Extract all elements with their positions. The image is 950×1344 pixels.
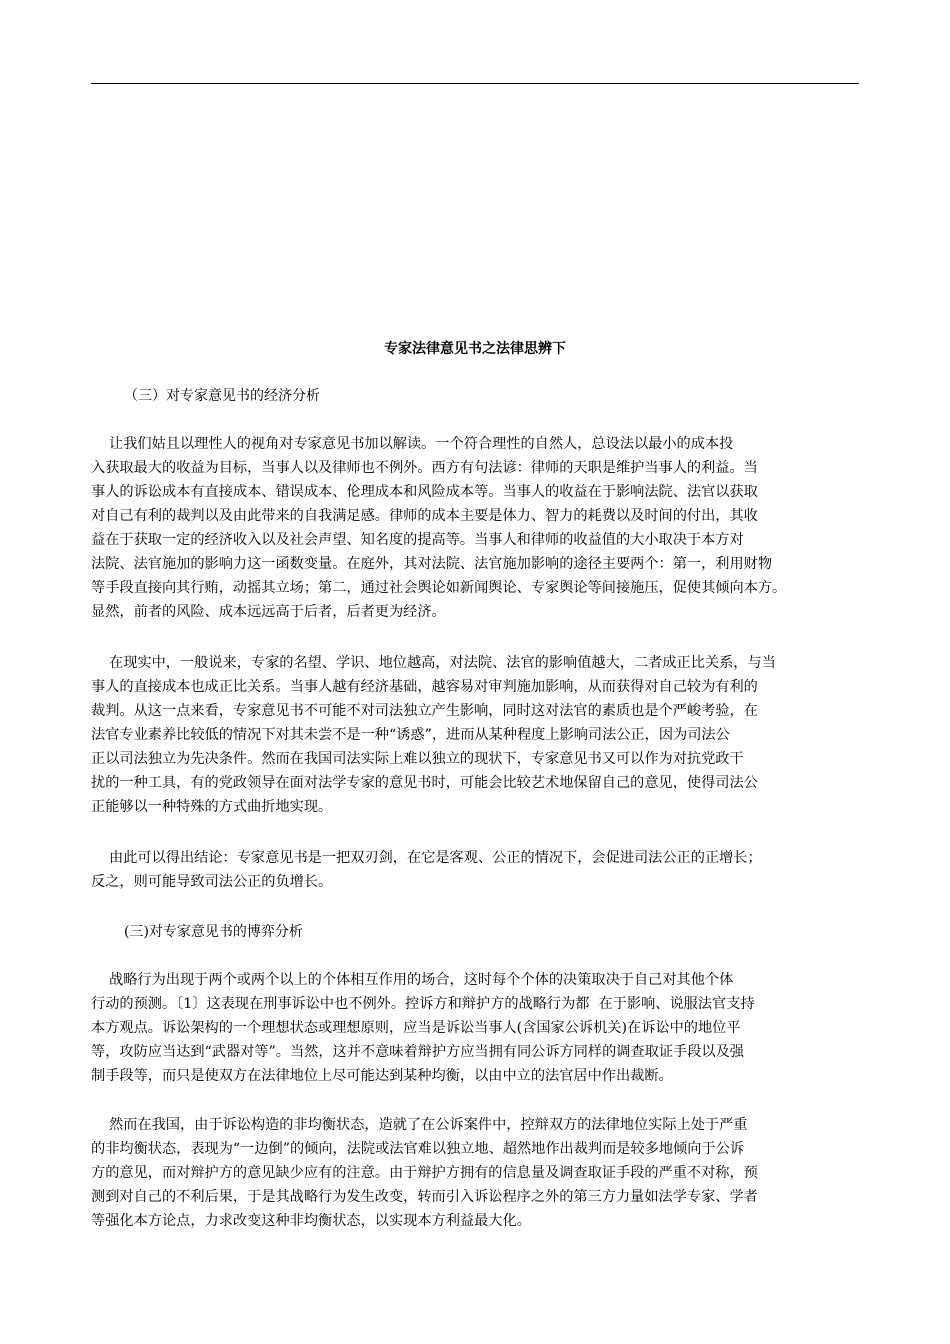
document-title: 专家法律意见书之法律思辨下	[384, 341, 566, 357]
paragraph-line: 等强化本方论点，力求改变这种非均衡状态，以实现本方利益最大化。	[91, 1213, 531, 1229]
paragraph-line: 对自己有利的裁判以及由此带来的自我满足感。律师的成本主要是体力、智力的耗费以及时间的付出，其收	[91, 508, 758, 524]
paragraph-line: 然而在我国，由于诉讼构造的非均衡状态，造就了在公诉案件中，控辩双方的法律地位实际上处于严重	[91, 1117, 748, 1133]
paragraph-line: 益在于获取一定的经济收入以及社会声望、知名度的提高等。当事人和律师的收益值的大小取决于本方对	[91, 532, 744, 548]
paragraph-line: 在现实中，一般说来，专家的名望、学识、地位越高，对法院、法官的影响值越大，二者成正比关系，与当	[91, 655, 776, 671]
paragraph	[91, 432, 871, 624]
paragraph-line: 让我们姑且以理性人的视角对专家意见书加以解读。一个符合理性的自然人，总设法以最小的成本投	[91, 436, 734, 452]
header-rule	[91, 83, 859, 84]
section-heading-economic: （三）对专家意见书的经济分析	[124, 388, 320, 404]
paragraph-line: 扰的一种工具，有的党政领导在面对法学专家的意见书时，可能会比较艺术地保留自己的意见，使得司法公	[91, 775, 758, 791]
paragraph-line: 等手段直接向其行贿，动摇其立场；第二，通过社会舆论如新闻舆论、专家舆论等间接施压，促使其倾向本方。	[91, 580, 787, 596]
paragraph-line: 正能够以一种特殊的方式曲折地实现。	[91, 799, 333, 815]
paragraph-line: 裁判。从这一点来看，专家意见书不可能不对司法独立产生影响，同时这对法官的素质也是个严峻考验，在	[91, 703, 758, 719]
paragraph-line: 行动的预测。〔1〕这表现在刑事诉讼中也不例外。控诉方和辩护方的战略行为都 在于影响、说服法官支持	[91, 996, 755, 1012]
paragraph-line: 等，攻防应当达到“武器对等”。当然，这并不意味着辩护方应当拥有同公诉方同样的调查取证手段以及强	[91, 1044, 744, 1060]
paragraph-line: 战略行为出现于两个或两个以上的个体相互作用的场合，这时每个个体的决策取决于自己对其他个体	[91, 972, 734, 988]
paragraph-line: 的非均衡状态，表现为“一边倒”的倾向，法院或法官难以独立地、超然地作出裁判而是较多地倾向于公诉	[91, 1141, 744, 1157]
paragraph-line: 测到对自己的不利后果，于是其战略行为发生改变，转而引入诉讼程序之外的第三方力量如法学专家、学者	[91, 1189, 758, 1205]
paragraph	[91, 651, 871, 819]
paragraph-line: 制手段等，而只是使双方在法律地位上尽可能达到某种均衡，以由中立的法官居中作出裁断。	[91, 1068, 673, 1084]
section-heading-game-theory: (三)对专家意见书的博弈分析	[124, 924, 303, 940]
paragraph	[91, 968, 871, 1088]
paragraph-line: 事人的诉讼成本有直接成本、错误成本、伦理成本和风险成本等。当事人的收益在于影响法院、法官以获取	[91, 484, 758, 500]
paragraph-line: 方的意见，而对辩护方的意见缺少应有的注意。由于辩护方拥有的信息量及调查取证手段的严重不对称，预	[91, 1165, 758, 1181]
paragraph-line: 法院、法官施加的影响力这一函数变量。在庭外，其对法院、法官施加影响的途径主要两个：第一，利用财物	[91, 556, 773, 572]
paragraph	[91, 846, 871, 894]
paragraph-line: 本方观点。诉讼架构的一个理想状态或理想原则，应当是诉讼当事人(含国家公诉机关)在诉讼中的地位平	[91, 1020, 741, 1036]
paragraph-line: 反之，则可能导致司法公正的负增长。	[91, 874, 333, 890]
paragraph-line: 由此可以得出结论：专家意见书是一把双刃剑，在它是客观、公正的情况下，会促进司法公正的正增长；	[91, 850, 762, 866]
paragraph	[91, 1113, 871, 1233]
paragraph-line: 入获取最大的收益为目标，当事人以及律师也不例外。西方有句法谚：律师的天职是维护当事人的利益。当	[91, 460, 758, 476]
paragraph-line: 正以司法独立为先决条件。然而在我国司法实际上难以独立的现状下，专家意见书又可以作为对抗党政干	[91, 751, 744, 767]
paragraph-line: 显然，前者的风险、成本远远高于后者，后者更为经济。	[91, 604, 446, 620]
paragraph-line: 事人的直接成本也成正比关系。当事人越有经济基础，越容易对审判施加影响，从而获得对自己较为有利的	[91, 679, 758, 695]
paragraph-line: 法官专业素养比较低的情况下对其未尝不是一种“诱惑”，进而从某种程度上影响司法公正，因为司法公	[91, 727, 730, 743]
